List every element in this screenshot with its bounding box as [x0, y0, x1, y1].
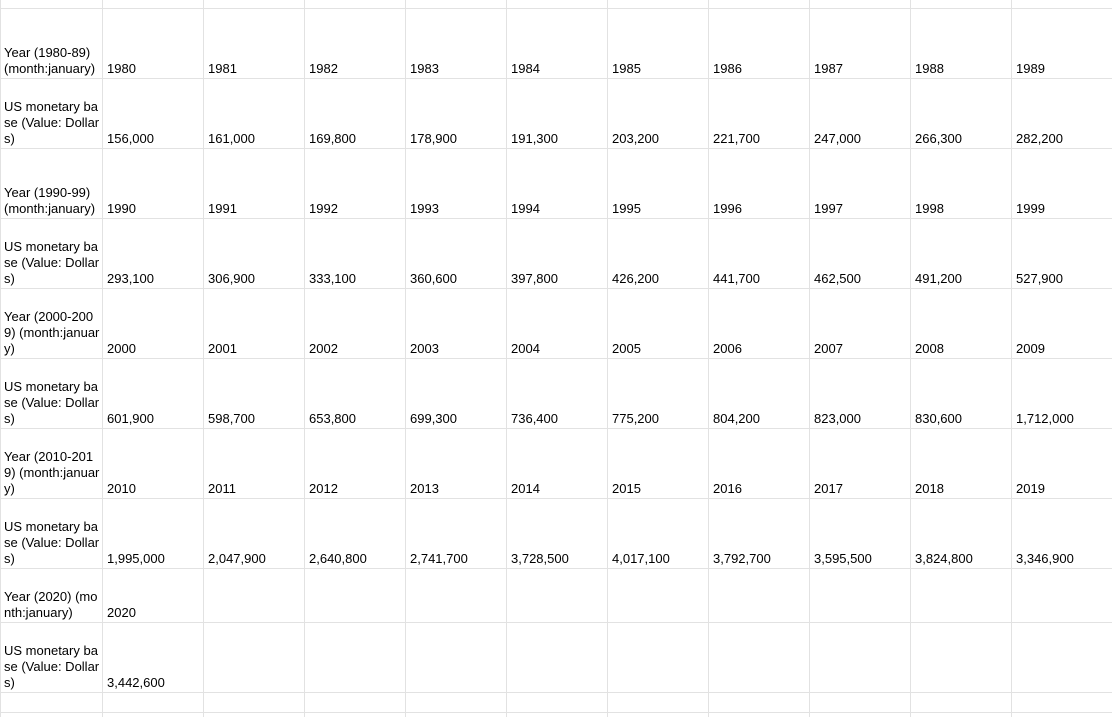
value-cell[interactable]: 293,100 [107, 271, 154, 286]
value-cell[interactable] [406, 623, 506, 692]
value-cell[interactable]: 221,700 [713, 131, 760, 146]
value-cell[interactable] [810, 693, 910, 712]
value-cell[interactable]: 2009 [1016, 341, 1045, 356]
value-cell[interactable]: 2010 [107, 481, 136, 496]
value-cell[interactable]: 804,200 [713, 411, 760, 426]
value-cell[interactable]: 2006 [713, 341, 742, 356]
value-cell[interactable] [406, 569, 506, 622]
value-cell[interactable]: 2005 [612, 341, 641, 356]
value-cell[interactable] [810, 623, 910, 692]
value-cell[interactable]: 2004 [511, 341, 540, 356]
value-cell[interactable]: 3,346,900 [1016, 551, 1074, 566]
value-cell[interactable] [305, 693, 405, 712]
value-cell[interactable] [204, 623, 304, 692]
value-cell[interactable]: 441,700 [713, 271, 760, 286]
value-cell[interactable]: 3,595,500 [814, 551, 872, 566]
value-cell[interactable]: 3,728,500 [511, 551, 569, 566]
value-cell[interactable]: 736,400 [511, 411, 558, 426]
value-cell[interactable]: 1987 [814, 61, 843, 76]
value-cell[interactable] [204, 569, 304, 622]
value-cell[interactable]: 1995 [612, 201, 641, 216]
value-cell[interactable] [911, 623, 1011, 692]
value-cell[interactable]: 1,995,000 [107, 551, 165, 566]
value-cell[interactable]: 306,900 [208, 271, 255, 286]
value-cell[interactable]: 3,442,600 [107, 675, 165, 690]
value-cell[interactable]: 2017 [814, 481, 843, 496]
value-cell[interactable] [608, 569, 708, 622]
value-cell[interactable]: 1996 [713, 201, 742, 216]
value-cell[interactable]: 491,200 [915, 271, 962, 286]
value-cell[interactable] [305, 569, 405, 622]
value-cell[interactable]: 2000 [107, 341, 136, 356]
value-cell[interactable] [810, 569, 910, 622]
value-cell[interactable]: 156,000 [107, 131, 154, 146]
row-label-cell[interactable]: US monetary base (Value: Dollars) [4, 239, 100, 286]
value-cell[interactable] [709, 693, 809, 712]
value-cell[interactable]: 1989 [1016, 61, 1045, 76]
value-cell[interactable]: 247,000 [814, 131, 861, 146]
value-cell[interactable]: 2019 [1016, 481, 1045, 496]
value-cell[interactable]: 2007 [814, 341, 843, 356]
value-cell[interactable]: 830,600 [915, 411, 962, 426]
row-label-cell[interactable]: Year (2000-2009) (month:january) [4, 309, 100, 356]
value-cell[interactable]: 3,824,800 [915, 551, 973, 566]
value-cell[interactable] [204, 693, 304, 712]
row-gridline [0, 712, 1112, 713]
value-cell[interactable]: 1992 [309, 201, 338, 216]
value-cell[interactable]: 1988 [915, 61, 944, 76]
value-cell[interactable] [406, 693, 506, 712]
row-label-cell[interactable]: Year (2020) (month:january) [4, 589, 98, 620]
value-cell[interactable]: 1994 [511, 201, 540, 216]
value-cell[interactable]: 169,800 [309, 131, 356, 146]
row-label-cell[interactable]: US monetary base (Value: Dollars) [4, 643, 100, 690]
value-cell[interactable]: 462,500 [814, 271, 861, 286]
value-cell[interactable]: 3,792,700 [713, 551, 771, 566]
value-cell[interactable]: 699,300 [410, 411, 457, 426]
value-cell[interactable]: 1991 [208, 201, 237, 216]
row-label-cell[interactable]: Year (1990-99) (month:january) [4, 185, 96, 216]
value-cell[interactable]: 823,000 [814, 411, 861, 426]
value-cell[interactable]: 775,200 [612, 411, 659, 426]
value-cell[interactable]: 1,712,000 [1016, 411, 1074, 426]
value-cell[interactable]: 1986 [713, 61, 742, 76]
value-cell[interactable]: 333,100 [309, 271, 356, 286]
value-cell[interactable]: 2,047,900 [208, 551, 266, 566]
value-cell[interactable]: 527,900 [1016, 271, 1063, 286]
value-cell[interactable]: 1980 [107, 61, 136, 76]
value-cell[interactable]: 2016 [713, 481, 742, 496]
value-cell[interactable]: 653,800 [309, 411, 356, 426]
value-cell[interactable] [911, 569, 1011, 622]
value-cell[interactable]: 2,741,700 [410, 551, 468, 566]
row-label-cell[interactable]: US monetary base (Value: Dollars) [4, 99, 100, 146]
value-cell[interactable] [1012, 623, 1112, 692]
value-cell[interactable]: 1985 [612, 61, 641, 76]
value-cell[interactable]: 266,300 [915, 131, 962, 146]
value-cell[interactable]: 2,640,800 [309, 551, 367, 566]
value-cell[interactable]: 426,200 [612, 271, 659, 286]
value-cell[interactable]: 1997 [814, 201, 843, 216]
value-cell[interactable] [608, 623, 708, 692]
value-cell[interactable]: 1981 [208, 61, 237, 76]
value-cell[interactable] [305, 623, 405, 692]
value-cell[interactable]: 2012 [309, 481, 338, 496]
value-cell[interactable] [507, 569, 607, 622]
value-cell[interactable]: 1984 [511, 61, 540, 76]
value-cell[interactable]: 2002 [309, 341, 338, 356]
value-cell[interactable]: 598,700 [208, 411, 255, 426]
row-label-cell[interactable]: Year (2010-2019) (month:january) [4, 449, 100, 496]
value-cell[interactable]: 191,300 [511, 131, 558, 146]
value-cell[interactable]: 2011 [208, 481, 236, 496]
value-cell[interactable]: 2018 [915, 481, 944, 496]
value-cell[interactable]: 282,200 [1016, 131, 1063, 146]
value-cell[interactable] [103, 693, 203, 712]
row-label-cell[interactable]: US monetary base (Value: Dollars) [4, 379, 100, 426]
value-cell[interactable] [1012, 693, 1112, 712]
value-cell[interactable] [1012, 569, 1112, 622]
row-label-cell[interactable] [1, 693, 102, 712]
value-cell[interactable]: 4,017,100 [612, 551, 670, 566]
value-cell[interactable] [608, 693, 708, 712]
value-cell[interactable]: 1998 [915, 201, 944, 216]
value-cell[interactable]: 1999 [1016, 201, 1045, 216]
value-cell[interactable]: 2008 [915, 341, 944, 356]
value-cell[interactable]: 2013 [410, 481, 439, 496]
value-cell[interactable]: 2003 [410, 341, 439, 356]
value-cell[interactable] [709, 623, 809, 692]
value-cell[interactable]: 360,600 [410, 271, 457, 286]
value-cell[interactable] [709, 569, 809, 622]
value-cell[interactable] [911, 693, 1011, 712]
value-cell[interactable]: 601,900 [107, 411, 154, 426]
value-cell[interactable]: 1990 [107, 201, 136, 216]
value-cell[interactable]: 2014 [511, 481, 540, 496]
value-cell[interactable]: 203,200 [612, 131, 659, 146]
row-label-cell[interactable]: US monetary base (Value: Dollars) [4, 519, 100, 566]
value-cell[interactable]: 2015 [612, 481, 641, 496]
value-cell[interactable]: 1993 [410, 201, 439, 216]
value-cell[interactable]: 178,900 [410, 131, 457, 146]
value-cell[interactable]: 161,000 [208, 131, 255, 146]
row-label-cell[interactable]: Year (1980-89) (month:january) [4, 45, 96, 76]
value-cell[interactable] [507, 693, 607, 712]
value-cell[interactable]: 2001 [208, 341, 237, 356]
value-cell[interactable]: 2020 [107, 605, 136, 620]
value-cell[interactable]: 1982 [309, 61, 338, 76]
value-cell[interactable]: 1983 [410, 61, 439, 76]
value-cell[interactable]: 397,800 [511, 271, 558, 286]
value-cell[interactable] [507, 623, 607, 692]
